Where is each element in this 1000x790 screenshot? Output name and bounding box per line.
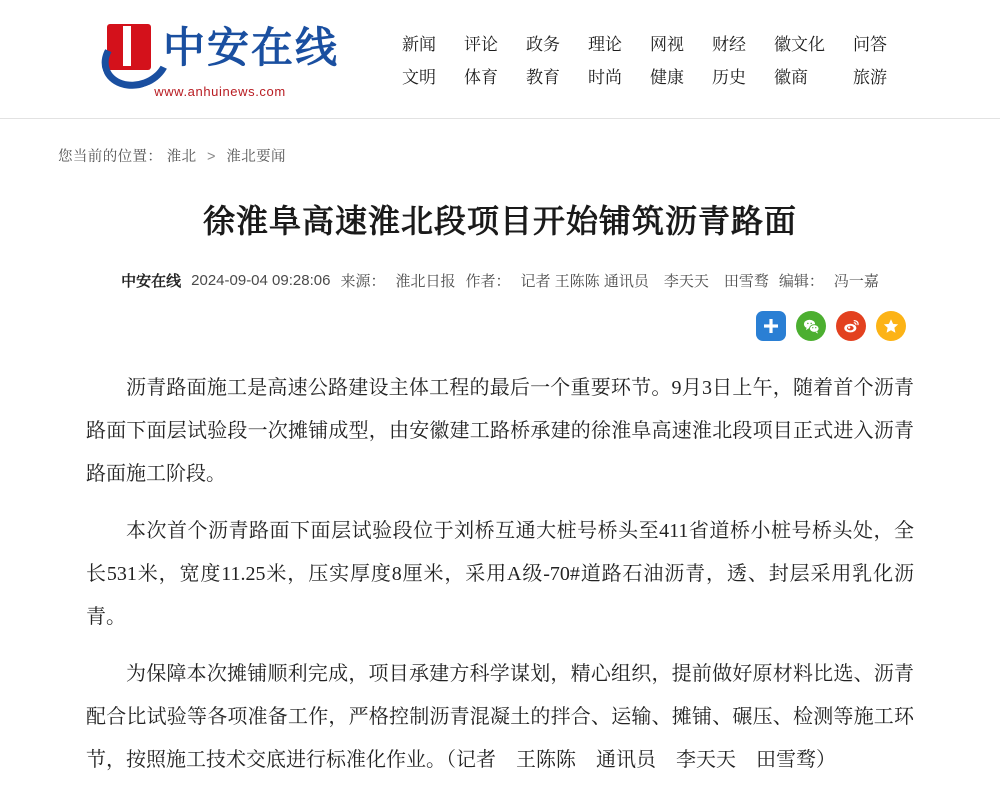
article [58,196,942,782]
site-header [0,0,1000,119]
nav-item-12[interactable]: 健康 [650,68,684,87]
article-body [58,367,942,782]
nav-item-14[interactable]: 徽商 [774,68,808,87]
nav-item-8[interactable]: 文明 [402,68,436,87]
site-logo[interactable] [100,20,340,99]
nav-item-9[interactable]: 体育 [464,68,498,87]
weibo-icon[interactable] [836,311,866,341]
meta-author-value: 记者 王陈陈 通讯员 李天天 田雪骛 [520,273,769,290]
meta-editor-label: 编辑： [778,273,824,290]
meta-source-site: 中安在线 [121,273,182,290]
nav-item-6[interactable]: 徽文化 [774,35,825,54]
breadcrumb-item-0[interactable]: 淮北 [166,149,197,165]
nav-item-4[interactable]: 网视 [650,35,684,54]
nav-item-10[interactable]: 教育 [526,68,560,87]
main-navigation [402,30,887,88]
wechat-icon[interactable] [796,311,826,341]
meta-editor-value: 冯一嘉 [833,273,879,290]
nav-item-11[interactable]: 时尚 [588,68,622,87]
article-paragraph-0: 沥青路面施工是高速公路建设主体工程的最后一个重要环节。9月3日上午，随着首个沥青路面下面层试验段一次摊铺成型，由安徽建工路桥承建的徐淮阜高速淮北段项目正式进入沥青路面施工阶段。 [86,377,914,485]
logo-lockup [101,20,339,78]
meta-author-label: 作者： [465,273,511,290]
meta-datetime: 2024-09-04 09:28:06 [191,272,331,289]
breadcrumb [58,145,1000,166]
share-bar [58,311,942,341]
breadcrumb-item-1[interactable]: 淮北要闻 [226,149,286,165]
breadcrumb-separator: > [207,149,216,165]
logo-website-url: www.anhuinews.com [154,83,286,99]
nav-item-13[interactable]: 历史 [712,68,746,87]
nav-item-15[interactable]: 旅游 [853,68,887,87]
article-paragraph-1: 本次首个沥青路面下面层试验段位于刘桥互通大桩号桥头至411省道桥小桩号桥头处，全长531米，宽度11.25米，压实厚度8厘米，采用A级-70#道路石油沥青，透、封层采用乳化沥青。 [86,520,914,628]
nav-item-7[interactable]: 问答 [853,35,887,54]
nav-item-0[interactable]: 新闻 [402,35,436,54]
nav-item-1[interactable]: 评论 [464,35,498,54]
share-plus-icon[interactable] [756,311,786,341]
favorite-star-icon[interactable] [876,311,906,341]
breadcrumb-label: 您当前的位置： [58,149,163,165]
anhuinews-logo-icon [101,22,157,76]
meta-source-value: 淮北日报 [395,273,456,290]
meta-source-label: 来源： [340,273,386,290]
logo-wordmark: 中安在线 [162,25,339,72]
nav-item-5[interactable]: 财经 [712,35,746,54]
article-meta [58,270,942,291]
nav-item-2[interactable]: 政务 [526,35,560,54]
article-title: 徐淮阜高速淮北段项目开始铺筑沥青路面 [202,203,797,239]
nav-item-3[interactable]: 理论 [588,35,622,54]
article-paragraph-2: 为保障本次摊铺顺利完成，项目承建方科学谋划，精心组织，提前做好原材料比选、沥青配合比试验等各项准备工作，严格控制沥青混凝土的拌合、运输、摊铺、碾压、检测等施工环节，按照施工技术交底进行标准化作业。（记者 王陈陈 通讯员 李天天 田雪骛） [86,663,914,771]
